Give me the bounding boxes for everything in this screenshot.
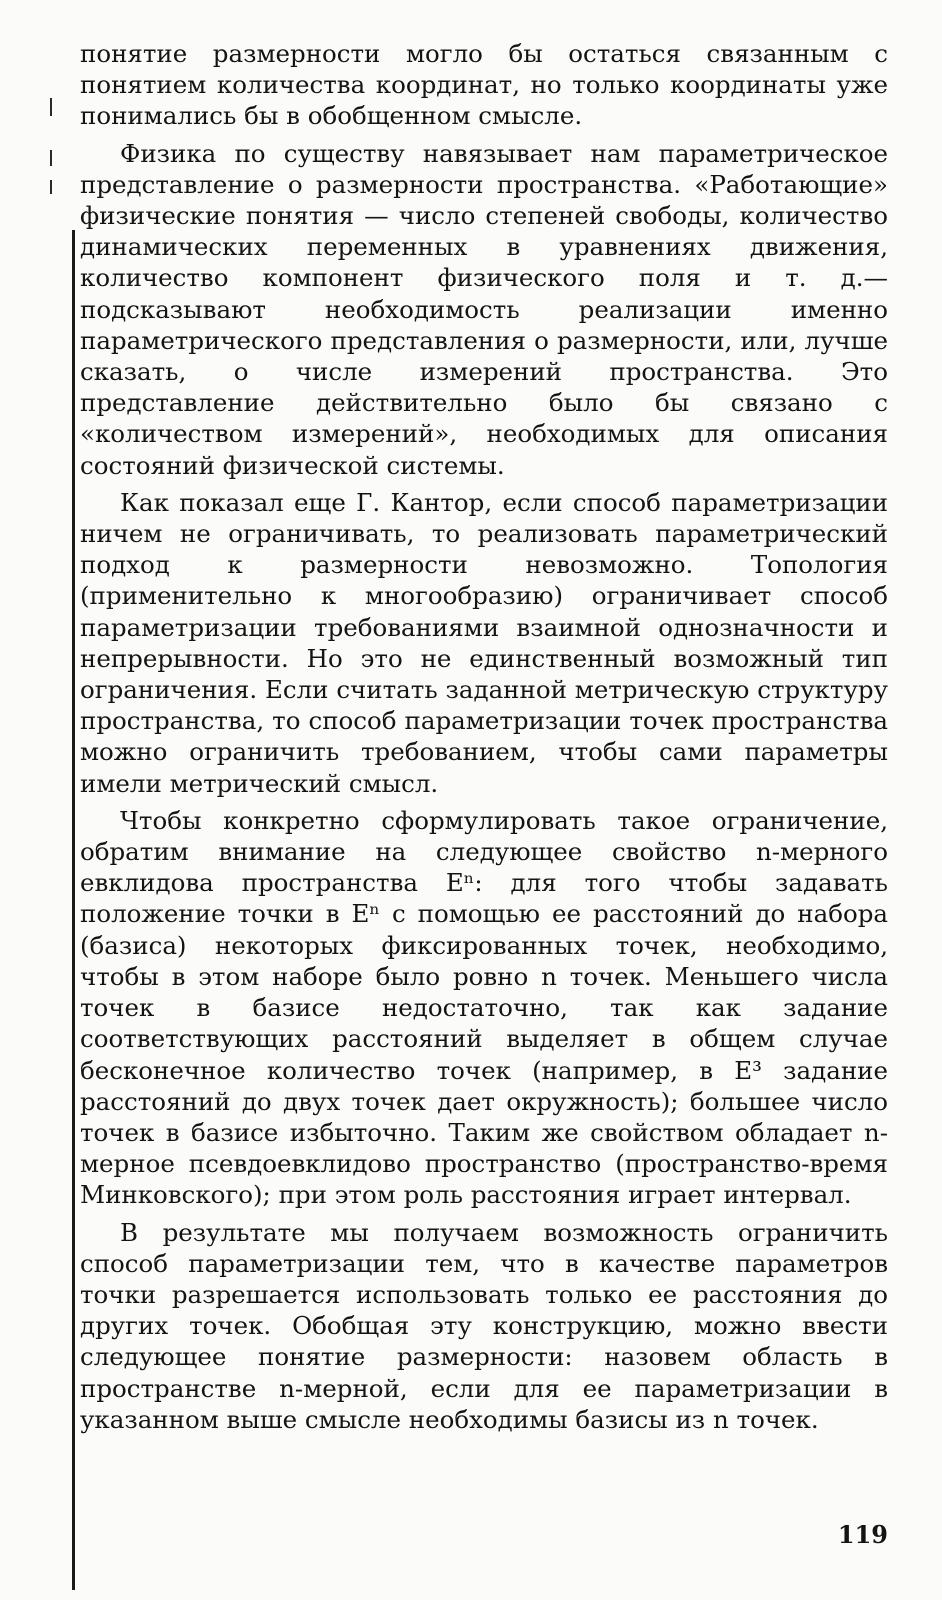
paragraph-1: понятие размерности могло бы остаться связанным с понятием количества координат, но только координаты уже понимались бы в обобщенном смысле. xyxy=(80,39,888,131)
margin-tick xyxy=(50,150,52,166)
margin-tick xyxy=(50,180,52,194)
margin-rule xyxy=(72,230,75,1590)
margin-tick xyxy=(50,98,52,116)
paragraph-5: В результате мы получаем возможность ограничить способ параметризации тем, что в качестве параметров точки разрешается использовать только ее расстояния до других точек. Обобщая эту конструкцию, можно ввести следующее понятие размерности: назовем область в пространстве n-мерной, если для ее параметризации в указанном выше смысле необходимы базисы из n точек. xyxy=(80,1217,888,1434)
paragraph-3: Как показал еще Г. Кантор, если способ параметризации ничем не ограничивать, то реализовать параметрический подход к размерности невозможно. Топология (применительно к многообразию) ограничивает способ параметризации требованиями взаимной однозначности и непрерывности. Но это не единственный возможный тип ограничения. Если считать заданной метрическую структуру пространства, то способ параметризации точек пространства можно ограничить требованием, чтобы сами параметры имели метрический смысл. xyxy=(80,487,888,798)
paragraph-2: Физика по существу навязывает нам параметрическое представление о размерности пространства. «Работающие» физические понятия — число степеней свободы, количество динамических переменных в уравнениях движения, количество компонент физического поля и т. д.— подсказывают необходимость реализации именно параметрического представления о размерности, или, лучше сказать, о числе измерений пространства. Это представление действительно было бы связано с «количеством измерений», необходимых для описания состояний физической системы. xyxy=(80,138,888,480)
paragraph-4: Чтобы конкретно сформулировать такое ограничение, обратим внимание на следующее свойство n-мерного евклидова пространства Eⁿ: для того чтобы задавать положение точки в Eⁿ с помощью ее расстояний до набора (базиса) некоторых фиксированных точек, необходимо, чтобы в этом наборе было ровно n точек. Меньшего числа точек в базисе недостаточно, так как задание соответствующих расстояний выделяет в общем случае бесконечное количество точек (например, в E³ задание расстояний до двух точек дает окружность); большее число точек в базисе избыточно. Таким же свойством обладает n-мерное псевдоевклидово пространство (пространство-время Минковского); при этом роль расстояния играет интервал. xyxy=(80,805,888,1210)
page-body xyxy=(80,38,888,1441)
page-number: 119 xyxy=(837,1520,888,1549)
